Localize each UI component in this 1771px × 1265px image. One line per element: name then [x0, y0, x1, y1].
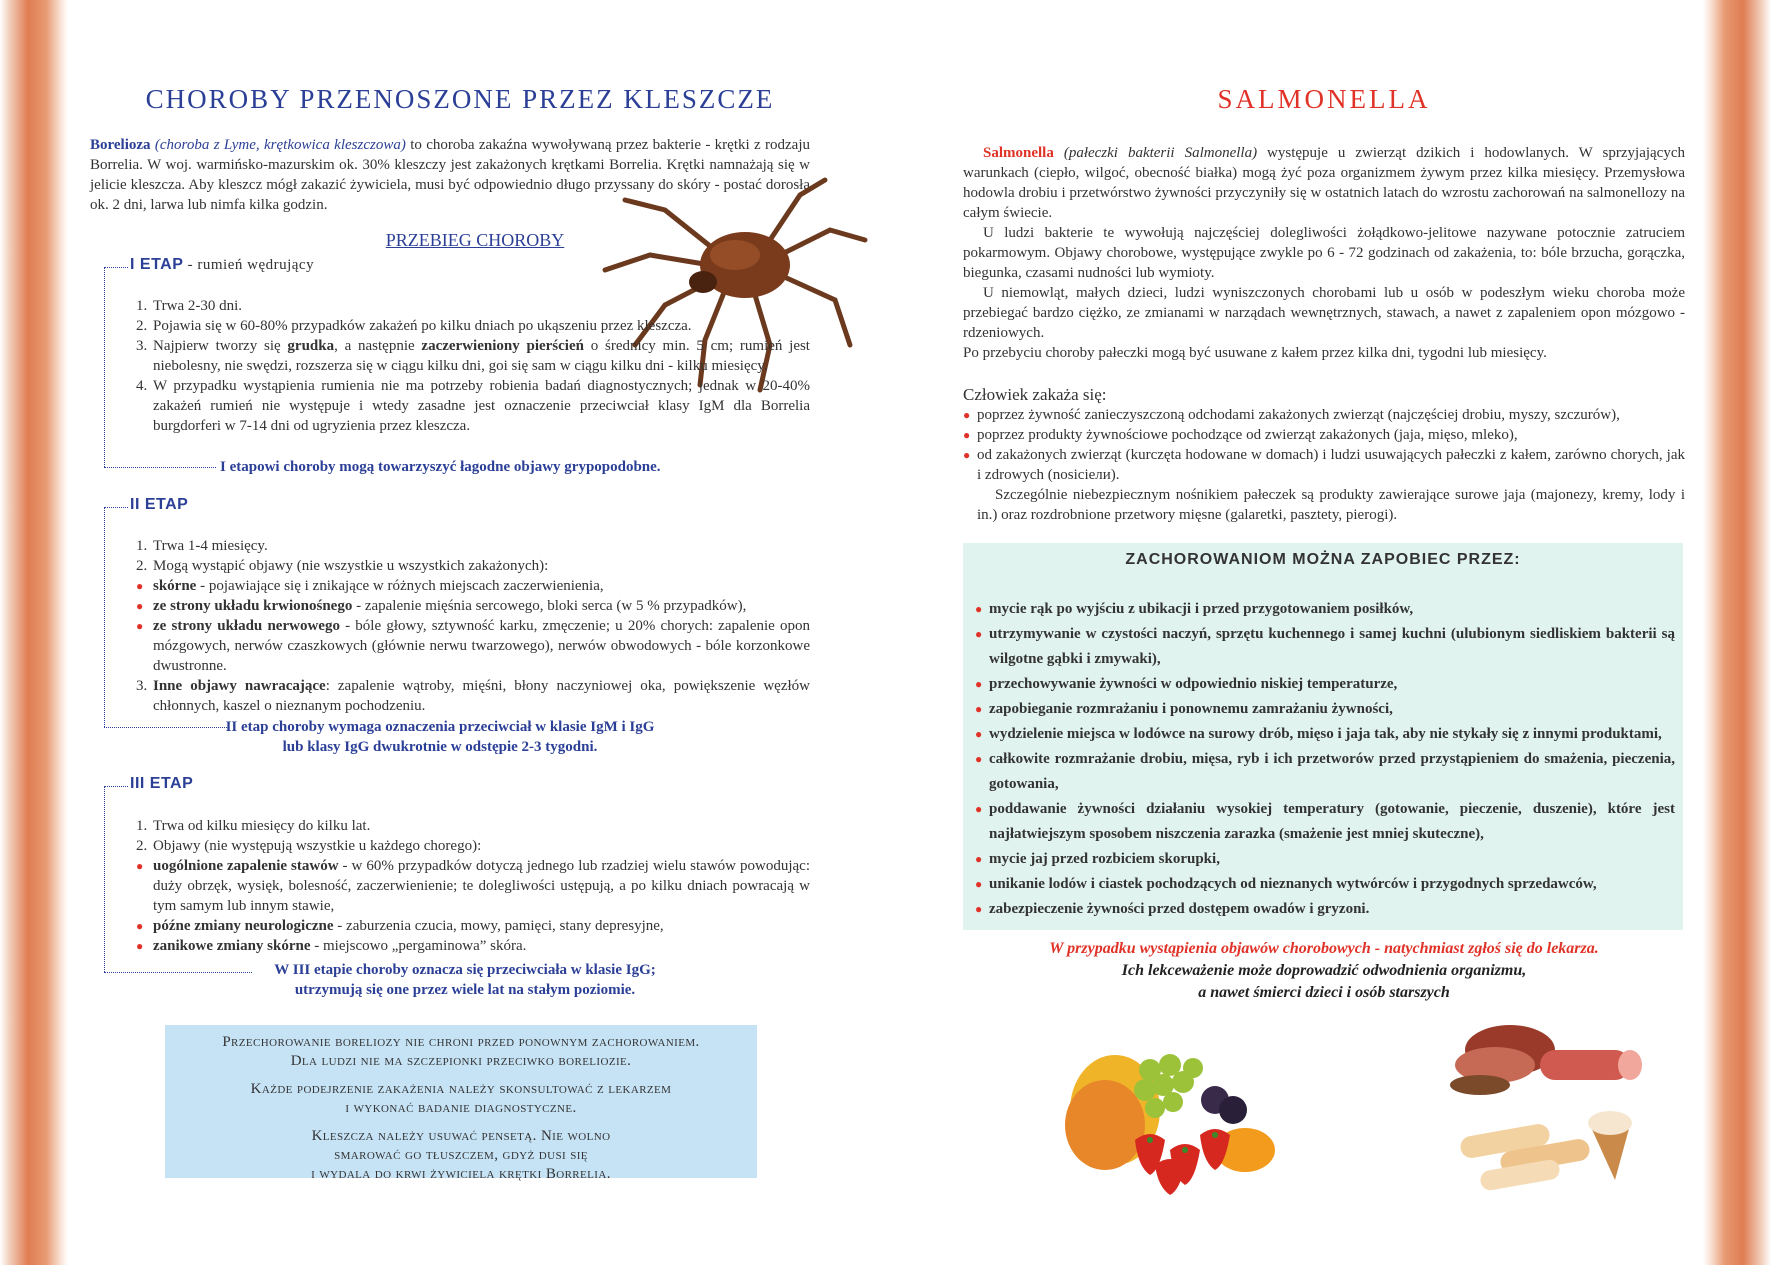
infobox-line: Kleszcza należy usuwać pensetą. Nie wolno — [311, 1128, 611, 1144]
infobox-line: Każde podejrzenie zakażenia należy skonsultować z lekarzem — [250, 1081, 672, 1097]
list-item: ● całkowite rozmrażanie drobiu, mięsa, ryb i ich przetworów przed przystąpieniem do smażenia, pieczenia, gotowania, — [975, 751, 1675, 792]
intro-italic: (choroba z Lyme, krętkowica kleszczowa) — [154, 137, 406, 153]
etap1-heading — [130, 256, 314, 274]
right-title: SALMONELLA — [1217, 84, 1431, 114]
list-item: ● przechowywanie żywności w odpowiednio niskiej temperaturze, — [975, 676, 1398, 692]
infobox-line: i wykonać badanie diagnostyczne. — [345, 1100, 577, 1116]
etap2-note-line1: II etap choroby wymaga oznaczenia przeciwciał w klasie IgM i IgG — [225, 719, 655, 735]
list-item: ● unikanie lodów i ciastek pochodzących od nieznanych wytwórców i przygodnych sprzedawców, — [975, 876, 1597, 892]
fruit-illustration — [1055, 1030, 1295, 1200]
etap3-note-line1: W III etapie choroby oznacza się przeciwciała w klasie IgG; — [274, 962, 656, 978]
list-item: ● mycie rąk po wyjściu z ubikacji i przed przygotowaniem posiłków, — [975, 601, 1414, 617]
subtitle-text: PRZEBIEG CHOROBY — [385, 230, 565, 250]
list-item: ● wydzielenie miejsca w lodówce na surowy drób, mięso i jaja tak, aby nie stykały się z innymi produktami, — [975, 726, 1662, 742]
borelioza-infobox — [165, 1025, 757, 1182]
etap3-note-line2: utrzymują się one przez wiele lat na stałym poziomie. — [294, 982, 636, 998]
etap2-dot-top — [104, 507, 128, 508]
etap2-heading: II ETAP — [130, 496, 189, 513]
left-title: CHOROBY PRZENOSZONE PRZEZ KLESZCZE — [145, 84, 775, 114]
salmonella-p2: U ludzi bakterie te wywołują najczęściej dolegliwości żołądkowo-jelitowe nazywane potocznie zatruciem pokarmowym. Objawy chorobowe, występujące zwykle po 6 - 72 godzinach od zakażenia, to: bóle brzucha, gorączka, biegunka, czasami nudności lub wymioty. — [963, 225, 1685, 281]
list-item: ● poddawanie żywności działaniu wysokiej temperatury (gotowanie, pieczenie, duszenie), które jest najłatwiejszym sposobem niszczenia zarazka (smażenie jest mniej skuteczne), — [975, 801, 1675, 842]
infobox-line: i wydala do krwi żywiciela krętki Borrelia. — [311, 1166, 611, 1182]
etap2-list — [136, 536, 810, 716]
warning-line3: a nawet śmierci dzieci i osób starszych — [1198, 984, 1450, 1001]
salmonella-p1: Salmonella (pałeczki bakterii Salmonella) występuje u zwierząt dzikich i hodowlanych. W sprzyjających warunkach (ciepło, wilgoć, obecność białka) mogą żyć poza organizmem żywym przez kilka miesięcy. Przemysłowa hodowla drobiu i przetwórstwo żywności przyczyniły się w ostatnich latach do wzrostu zachorowań na salmonellozy na całym świecie. — [963, 145, 1685, 221]
list-item: ● późne zmiany neurologiczne - zaburzenia czucia, mowy, pamięci, stany depresyjne, — [136, 918, 664, 934]
infobox-line: smarować go tłuszczem, gdyż dusi się — [334, 1147, 588, 1163]
list-item: 2. Objawy (nie występują wszystkie u każdego chorego): — [136, 838, 482, 854]
list-item: ● poprzez żywność zanieczyszczoną odchodami zakażonych zwierząt (najczęściej drobiu, myszy, szczurów), — [963, 407, 1620, 423]
intro-lead: Borelioza — [90, 137, 151, 153]
intro-text: to choroba zakaźna wywoływaną przez bakterie - krętki z rodzaju Borrelia. W woj. warmińsko-mazurskim ok. 30% kleszczy jest zakażonych krętkami Borrelia. Krętki namnażają się w jelicie kleszcza. Aby kleszcz mógł zakazić żywiciela, musi być odpowiednio długo przyssany do skóry - postać dorosła ok. 2 dni, larwa lub nimfa kilka godzin. — [90, 137, 811, 213]
etap1-note: I etapowi choroby mogą towarzyszyć łagodne objawy grypopodobne. — [220, 459, 661, 475]
left-decorative-edge — [0, 0, 68, 1265]
right-decorative-edge — [1703, 0, 1771, 1265]
etap3-dot-left — [104, 786, 105, 972]
list-item: 1. Trwa 2-30 dni. — [136, 298, 243, 314]
etap2-note-line2: lub klasy IgG dwukrotnie w odstępie 2-3 tygodni. — [282, 739, 598, 755]
etap3-dot-bottom — [104, 972, 252, 973]
prevention-box — [963, 543, 1683, 930]
list-item: ● od zakażonych zwierząt (kurczęta hodowane w domach) i ludzi usuwających pałeczki z kałem, zarówno chorych, jak i zdrowych (nosiciели). — [963, 447, 1685, 483]
infect-list — [963, 405, 1685, 525]
warning-line1: W przypadku wystąpienia objawów chorobowych - natychmiast zgłoś się do lekarza. — [1049, 940, 1599, 957]
list-item: 1. Trwa od kilku miesięcy do kilku lat. — [136, 818, 371, 834]
list-item: 1. Trwa 1-4 miesięcy. — [136, 538, 268, 554]
infobox-line: Przechorowanie boreliozy nie chroni przed ponownym zachorowaniem. — [222, 1034, 700, 1050]
list-item: 2. Pojawia się w 60-80% przypadków zakażeń po kilku dniach po ukąszeniu przez kleszcza. — [136, 318, 692, 334]
etap1-heading-sub: - rumień wędrujący — [183, 257, 315, 273]
infect-note: Szczególnie niebezpiecznym nośnikiem pałeczek są produkty zawierające surowe jaja (majonezy, kremy, lody i in.) oraz rozdrobnione przetwory mięsne (galaretki, pasztety, pierogi). — [977, 487, 1685, 523]
etap1-dot-left — [104, 267, 105, 467]
salmonella-p3: U niemowląt, małych dzieci, ludzi wyniszczonych chorobami lub u osób w podeszłym wieku choroba może przebiegać bardzo ciężko, ze zmianami w narządach wewnętrznych, stawach, a nawet z zapaleniem opon mózgowo - rdzeniowych. — [963, 285, 1685, 341]
prevention-list — [975, 597, 1675, 922]
list-item: 2. Mogą wystąpić objawy (nie wszystkie u wszystkich zakażonych): — [136, 558, 549, 574]
list-item: 3. Najpierw tworzy się grudka, a następnie zaczerwieniony pierścień o średnicy min. 5 cm; rumień jest niebolesny, nie swędzi, rozszerza się w ciągu kilku dni, goi się sam w ciągu kilku dni - kilku miesięcy. — [136, 338, 810, 374]
etap3-list — [136, 816, 810, 956]
list-item: ● zabezpieczenie żywności przed dostępem owadów i gryzoni. — [975, 901, 1370, 917]
list-item: 3. Inne objawy nawracające: zapalenie wątroby, mięśni, błony naczyniowej oka, powiększenie węzłów chłonnych, kaszel o nieznanym pochodzeniu. — [136, 678, 811, 714]
etap1-dot-top — [104, 267, 128, 268]
etap3-dot-top — [104, 786, 128, 787]
infect-heading: Człowiek zakaża się: — [963, 385, 1107, 404]
list-item: ● mycie jaj przed rozbiciem skorupki, — [975, 851, 1220, 867]
salmonella-p4: Po przebyciu choroby pałeczki mogą być usuwane z kałem przez kilka dni, tygodni lub miesięcy. — [963, 345, 1547, 361]
list-item: ● poprzez produkty żywnościowe pochodzące od zwierząt zakażonych (jaja, mięso, mleko), — [963, 427, 1518, 443]
etap3-note — [240, 960, 690, 1000]
list-item: ● zapobieganie rozmrażaniu i ponownemu zamrażaniu żywności, — [975, 701, 1393, 717]
list-item: ● zanikowe zmiany skórne - miejscowo „pergaminowa” skóra. — [136, 938, 527, 954]
list-item: ● ze strony układu krwionośnego - zapalenie mięśnia sercowego, bloki serca (w 5 % przypadków), — [136, 598, 747, 614]
meat-pastry-illustration — [1440, 1015, 1660, 1195]
etap3-heading: III ETAP — [130, 775, 194, 792]
list-item: ● uogólnione zapalenie stawów - w 60% przypadków dotyczą jednego lub rzadziej wielu stawów powodując: duży obrzęk, wysięk, bolesność, zaczerwienienie; te dolegliwości ustępują, a po kilku dniach powracają w tym samym lub innym stawie, — [136, 858, 810, 914]
infobox-line: Dla ludzi nie ma szczepionki przeciwko boreliozie. — [290, 1053, 632, 1069]
etap2-note — [215, 717, 665, 757]
list-item: ● ze strony układu nerwowego - bóle głowy, sztywność karku, zmęczenie; u 20% chorych: zapalenie opon mózgowych, nerwów czaszkowych (głównie nerwu twarzowego), nerwów obwodowych - bóle korzonkowe dwustronne. — [136, 618, 810, 674]
list-item: ● skórne - pojawiające się i znikające w różnych miejscach zaczerwienienia, — [136, 578, 604, 594]
salmonella-paragraphs — [963, 143, 1685, 363]
etap1-list — [136, 296, 810, 436]
prevention-heading: ZACHOROWANIOM MOŻNA ZAPOBIEC PRZEZ: — [1125, 551, 1521, 568]
subtitle-przebieg — [375, 230, 575, 251]
etap1-dot-bottom — [104, 467, 216, 468]
list-item: 4. W przypadku wystąpienia rumienia nie ma potrzeby robienia badań diagnostycznych; jednak w 20-40% zakażeń rumień nie występuje i wtedy zasadne jest oznaczenie przeciwciał klasy IgM dla Borrelia burgdorferi w 7-14 dni od ugryzienia przez kleszcza. — [136, 378, 810, 434]
etap2-dot-bottom — [104, 727, 229, 728]
list-item: ● utrzymywanie w czystości naczyń, sprzętu kuchennego i samej kuchni (ulubionym siedliskiem bakterii są wilgotne gąbki i zmywaki), — [975, 626, 1675, 667]
etap2-dot-left — [104, 507, 105, 727]
warning-line2: Ich lekceważenie może doprowadzić odwodnienia organizmu, — [1121, 962, 1527, 979]
etap1-heading-text: I ETAP — [130, 256, 184, 273]
